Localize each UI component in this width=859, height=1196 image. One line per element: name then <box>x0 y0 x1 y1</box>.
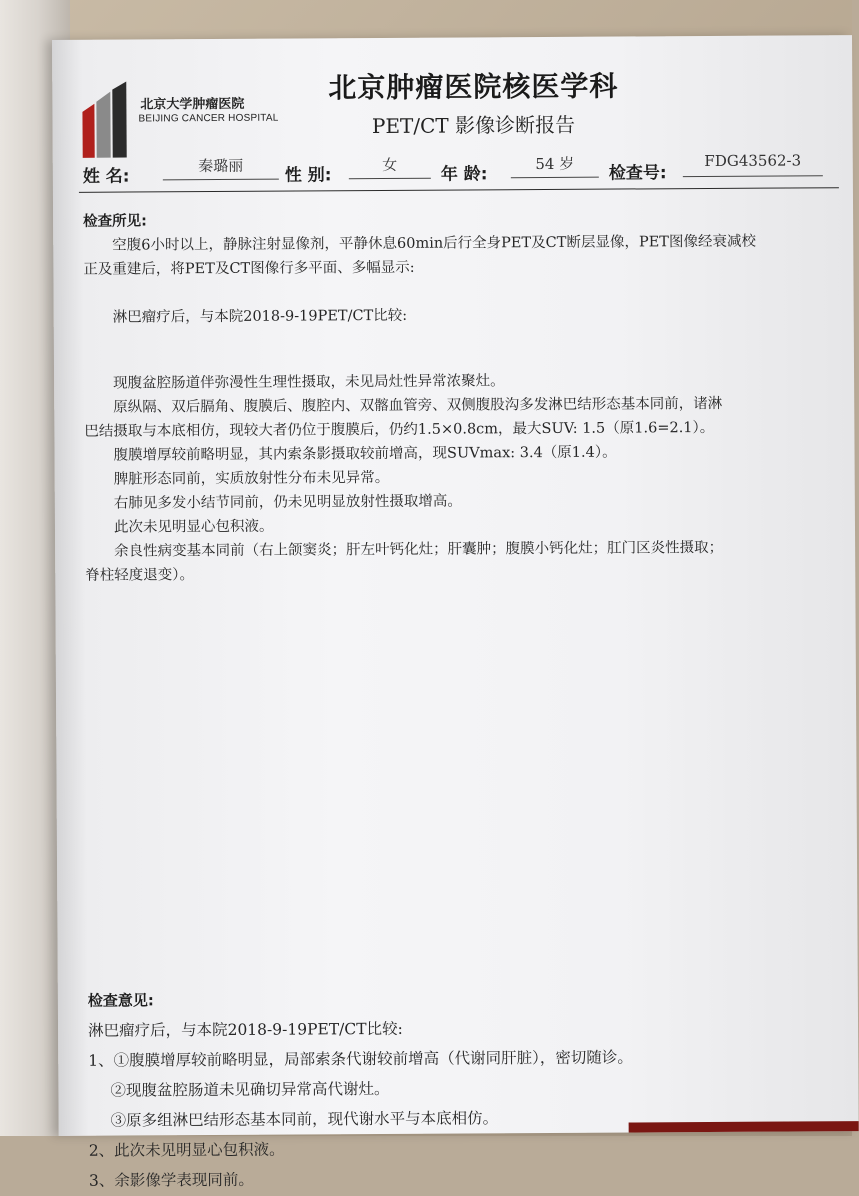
age-label: 年 龄: <box>440 164 488 185</box>
findings-item: 原纵隔、双后膈角、腹膜后、腹腔内、双髂血管旁、双侧腹股沟多发淋巴结形态基本同前，诸淋 <box>113 395 723 416</box>
opinion-section <box>88 981 841 1196</box>
hospital-name-en: BEIJING CANCER HOSPITAL <box>138 112 279 125</box>
findings-item: 巴结摄取与本底相仿，现较大者仍位于腹膜后，仍约1.5×0.8cm，最大SUV: 1.5（原1.6=2.1）。 <box>84 419 715 440</box>
age-value: 54 岁 <box>511 153 599 179</box>
opinion-item: ③原多组淋巴结形态基本同前，现代谢水平与本底相仿。 <box>110 1109 499 1130</box>
exam-no-value: FDG43562-3 <box>683 151 823 177</box>
opinion-item: 3、余影像学表现同前。 <box>88 1170 254 1190</box>
findings-heading: 检查所见: <box>83 213 147 230</box>
findings-intro-line-1: 空腹6小时以上，静脉注射显像剂，平静休息60min后行全身PET及CT断层显像，PET图像经衰减校 <box>112 233 756 254</box>
findings-item: 腹膜增厚较前略明显，其内索条影摄取较前增高，现SUVmax: 3.4（原1.4）。 <box>113 444 617 464</box>
page-corner-mark <box>629 1121 859 1132</box>
opinion-item: 1、①腹膜增厚较前略明显，局部索条代谢较前增高（代谢同肝脏），密切随诊。 <box>88 1048 633 1070</box>
opinion-heading: 检查意见: <box>87 991 154 1010</box>
patient-info-row <box>79 151 839 193</box>
report-subtitle: PET/CT 影像诊断报告 <box>371 112 576 139</box>
hospital-logo-mark <box>80 81 136 157</box>
findings-intro-line-2: 正及重建后，将PET及CT图像行多平面、多幅显示: <box>83 259 415 278</box>
opinion-item: ②现腹盆腔肠道未见确切异常高代谢灶。 <box>110 1079 390 1100</box>
hospital-name-cn: 北京大学肿瘤医院 <box>140 96 245 113</box>
findings-item: 现腹盆腔肠道伴弥漫性生理性摄取，未见局灶性异常浓聚灶。 <box>113 373 505 392</box>
opinion-item: 2、此次未见明显心包积液。 <box>88 1140 285 1160</box>
sex-label: 性 别: <box>284 165 332 186</box>
hospital-logo <box>80 81 280 162</box>
sex-value: 女 <box>349 154 431 180</box>
findings-item: 脊柱轻度退变）。 <box>85 567 195 584</box>
exam-no-label: 检查号: <box>608 163 667 184</box>
findings-item: 脾脏形态同前，实质放射性分布未见异常。 <box>113 469 390 488</box>
name-value: 秦璐丽 <box>163 155 279 181</box>
report-page <box>52 35 859 1190</box>
findings-item: 右肺见多发小结节同前，仍未见明显放射性摄取增高。 <box>113 493 462 512</box>
name-label: 姓 名: <box>82 166 130 187</box>
findings-item: 此次未见明显心包积液。 <box>113 518 274 536</box>
report-body <box>83 205 837 1190</box>
findings-item: 余良性病变基本同前（右上颌窦炎；肝左叶钙化灶；肝囊肿；腹膜小钙化灶；肛门区炎性摄取； <box>114 539 724 560</box>
opinion-compare-line: 淋巴瘤疗后，与本院2018-9-19PET/CT比较: <box>87 1019 403 1040</box>
report-title: 北京肿瘤医院核医学科 <box>328 69 619 105</box>
findings-compare-line: 淋巴瘤疗后，与本院2018-9-19PET/CT比较: <box>112 307 408 326</box>
